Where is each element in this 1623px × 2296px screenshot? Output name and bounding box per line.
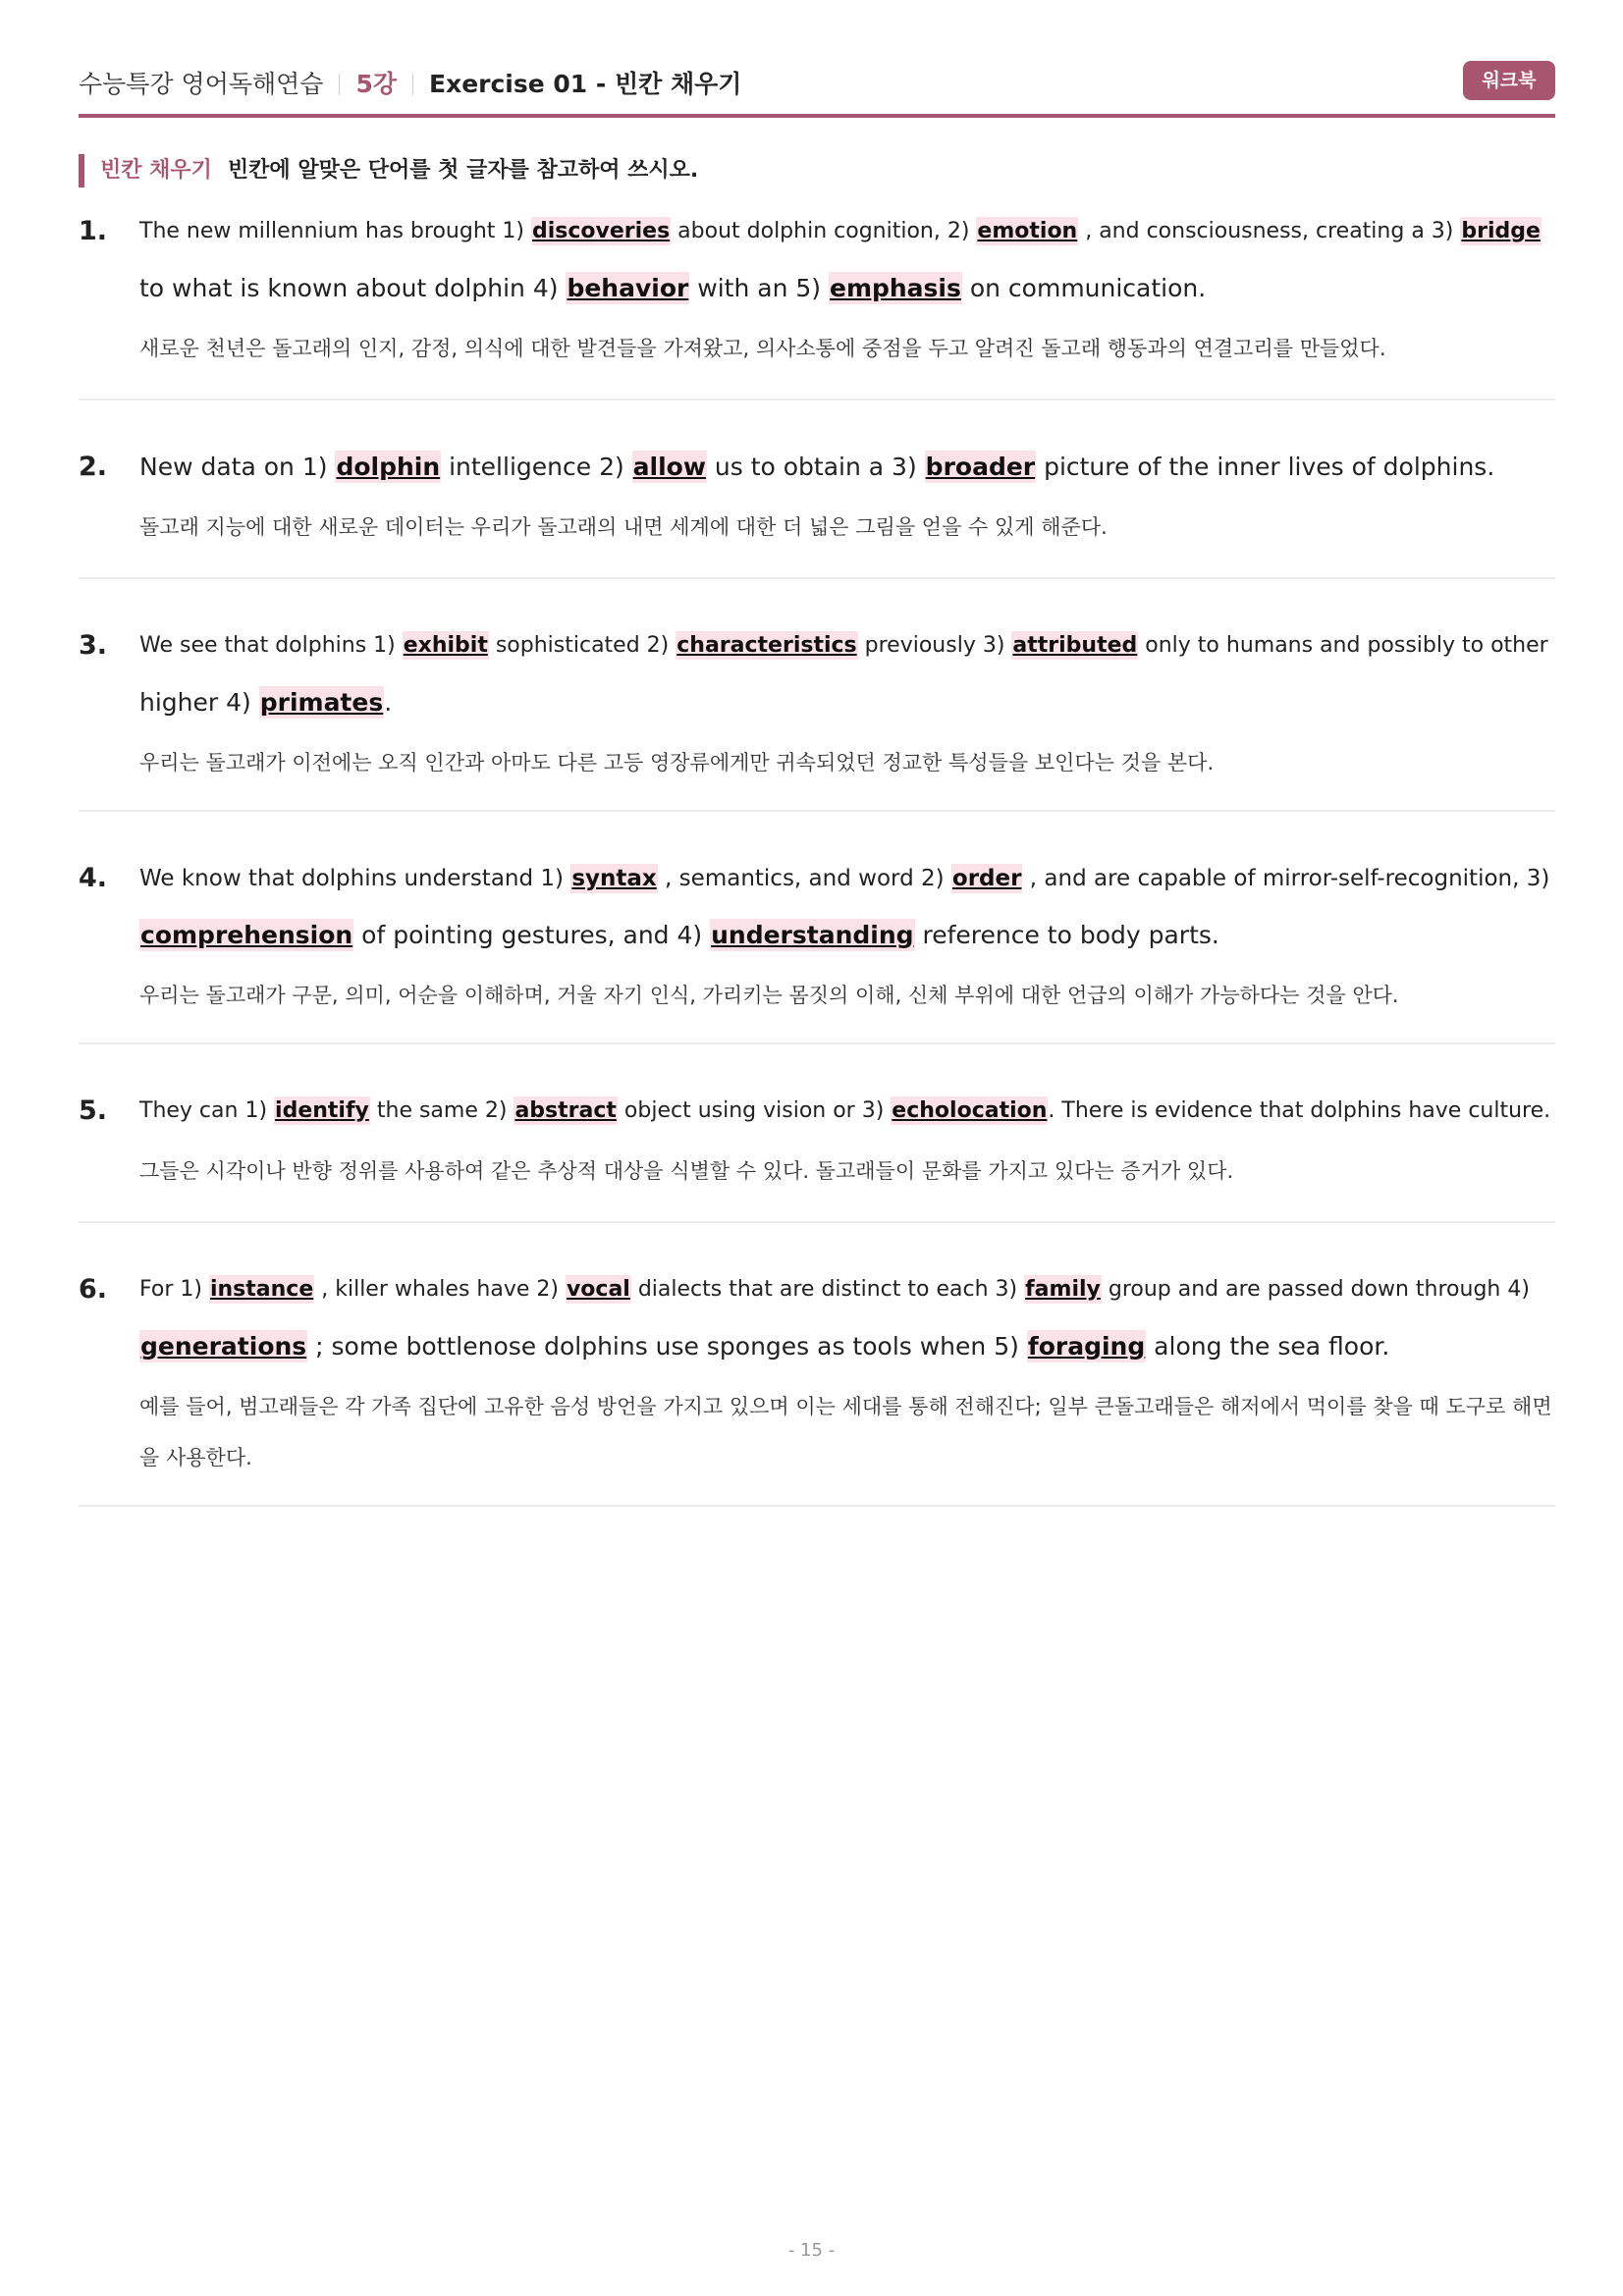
instruction-text: 빈칸에 알맞은 단어를 첫 글자를 참고하여 쓰시오. <box>227 158 699 183</box>
sentence-text: sophisticated 2) <box>488 633 676 658</box>
answer-blank[interactable]: vocal <box>566 1277 630 1302</box>
sentence-text: object using vision or 3) <box>617 1098 892 1123</box>
question-body <box>139 1261 1555 1483</box>
sentence-text: ; some bottlenose dolphins use sponges as tools when 5) <box>307 1332 1027 1361</box>
sentence-text: The new millennium has brought 1) <box>139 219 531 243</box>
question-number: 2. <box>79 452 108 482</box>
english-sentence-line <box>139 617 1555 674</box>
question-item-1 <box>79 203 1555 400</box>
header-breadcrumb <box>79 65 741 100</box>
korean-translation: 그들은 시각이나 반향 정위를 사용하여 같은 추상적 대상을 식별할 수 있다. 돌고래들이 문화를 가지고 있다는 증거가 있다. <box>139 1159 1234 1183</box>
book-title: 수능특강 영어독해연습 <box>79 70 324 98</box>
answer-blank[interactable]: family <box>1025 1277 1101 1302</box>
korean-translation: 새로운 천년은 돌고래의 인지, 감정, 의식에 대한 발견들을 가져왔고, 의사소통에 중점을 두고 알려진 돌고래 행동과의 연결고리를 만들었다. <box>139 337 1386 360</box>
sentence-text: We know that dolphins understand 1) <box>139 866 571 891</box>
page-header <box>79 61 1555 118</box>
sentence-text: higher 4) <box>139 688 259 717</box>
sentence-text: New data on 1) <box>139 453 336 481</box>
worksheet-page <box>79 0 1555 2296</box>
sentence-text: on communication. <box>961 274 1207 302</box>
sentence-text: . There is evidence that dolphins have culture. <box>1048 1098 1551 1123</box>
question-body <box>139 850 1555 1021</box>
sentence-text: , killer whales have 2) <box>314 1277 566 1302</box>
sentence-text: , and are capable of mirror-self-recognition, 3) <box>1022 866 1550 891</box>
sentence-text: reference to body parts. <box>914 921 1219 949</box>
question-item-3 <box>79 617 1555 812</box>
answer-blank[interactable]: foraging <box>1027 1332 1146 1361</box>
question-body <box>139 439 1555 553</box>
answer-blank[interactable]: echolocation <box>892 1098 1048 1123</box>
sentence-text: along the sea floor. <box>1146 1332 1390 1361</box>
workbook-badge: 워크북 <box>1463 61 1555 100</box>
sentence-text: . <box>384 688 393 717</box>
instruction-label: 빈칸 채우기 <box>100 158 212 183</box>
english-sentence-line <box>139 1083 1555 1140</box>
sentence-text: us to obtain a 3) <box>706 453 925 481</box>
question-number: 5. <box>79 1095 108 1126</box>
question-body <box>139 203 1555 374</box>
question-item-4 <box>79 850 1555 1044</box>
question-number: 4. <box>79 863 108 893</box>
header-divider <box>412 74 413 95</box>
english-sentence-line <box>139 850 1555 907</box>
answer-blank[interactable]: order <box>951 866 1022 891</box>
sentence-text: , and consciousness, creating a 3) <box>1078 219 1461 243</box>
answer-blank[interactable]: exhibit <box>403 633 488 658</box>
answer-blank[interactable]: primates <box>259 688 384 717</box>
korean-translation: 예를 들어, 범고래들은 각 가족 집단에 고유한 음성 방언을 가지고 있으며 이는 세대를 통해 전해진다; 일부 큰돌고래들은 해저에서 먹이를 찾을 때 도구로 해면을 사용한다. <box>139 1395 1552 1469</box>
sentence-text: previously 3) <box>857 633 1012 658</box>
english-sentence-line <box>139 1318 1555 1375</box>
korean-translation: 우리는 돌고래가 구문, 의미, 어순을 이해하며, 거울 자기 인식, 가리키는 몸짓의 이해, 신체 부위에 대한 언급의 이해가 가능하다는 것을 안다. <box>139 984 1399 1007</box>
answer-blank[interactable]: understanding <box>711 921 914 949</box>
answer-blank[interactable]: allow <box>632 453 706 481</box>
answer-blank[interactable]: broader <box>925 453 1036 481</box>
answer-blank[interactable]: characteristics <box>676 633 857 658</box>
sentence-text: They can 1) <box>139 1098 275 1123</box>
question-item-2 <box>79 439 1555 579</box>
korean-translation: 돌고래 지능에 대한 새로운 데이터는 우리가 돌고래의 내면 세계에 대한 더 넓은 그림을 얻을 수 있게 해준다. <box>139 515 1108 539</box>
english-sentence-line <box>139 1261 1555 1318</box>
exercise-title: Exercise 01 - 빈칸 채우기 <box>429 70 742 98</box>
sentence-text: only to humans and possibly to other <box>1138 633 1548 658</box>
sentence-text: to what is known about dolphin 4) <box>139 274 567 302</box>
question-item-6 <box>79 1261 1555 1507</box>
sentence-text: group and are passed down through 4) <box>1101 1277 1530 1302</box>
sentence-text: dialects that are distinct to each 3) <box>630 1277 1025 1302</box>
answer-blank[interactable]: dolphin <box>336 453 441 481</box>
answer-blank[interactable]: discoveries <box>531 219 671 243</box>
question-body <box>139 1083 1555 1197</box>
english-sentence-line <box>139 907 1555 964</box>
question-item-5 <box>79 1083 1555 1223</box>
answer-blank[interactable]: identify <box>275 1098 369 1123</box>
answer-blank[interactable]: attributed <box>1012 633 1138 658</box>
english-sentence-line <box>139 674 1555 731</box>
lesson-number: 5강 <box>355 70 397 98</box>
question-number: 3. <box>79 630 108 661</box>
instruction-bar <box>79 154 698 187</box>
sentence-text: about dolphin cognition, 2) <box>671 219 977 243</box>
answer-blank[interactable]: behavior <box>567 274 689 302</box>
answer-blank[interactable]: emotion <box>977 219 1078 243</box>
sentence-text: We see that dolphins 1) <box>139 633 403 658</box>
english-sentence-line <box>139 439 1555 496</box>
answer-blank[interactable]: abstract <box>514 1098 617 1123</box>
answer-blank[interactable]: comprehension <box>140 921 353 949</box>
sentence-text: the same 2) <box>369 1098 514 1123</box>
answer-blank[interactable]: bridge <box>1461 219 1541 243</box>
answer-blank[interactable]: generations <box>140 1332 307 1361</box>
sentence-text: , semantics, and word 2) <box>657 866 951 891</box>
sentence-text: picture of the inner lives of dolphins. <box>1036 453 1495 481</box>
sentence-text: of pointing gestures, and 4) <box>353 921 711 949</box>
question-number: 1. <box>79 216 108 246</box>
korean-translation: 우리는 돌고래가 이전에는 오직 인간과 아마도 다른 고등 영장류에게만 귀속되었던 정교한 특성들을 보인다는 것을 본다. <box>139 751 1215 774</box>
page-number: - 15 - <box>787 2240 836 2261</box>
sentence-text: with an 5) <box>689 274 829 302</box>
english-sentence-line <box>139 260 1555 317</box>
answer-blank[interactable]: emphasis <box>829 274 961 302</box>
sentence-text: intelligence 2) <box>441 453 632 481</box>
question-body <box>139 617 1555 788</box>
sentence-text: For 1) <box>139 1277 209 1302</box>
english-sentence-line <box>139 203 1555 260</box>
header-divider <box>339 74 340 95</box>
question-number: 6. <box>79 1274 108 1305</box>
answer-blank[interactable]: instance <box>209 1277 314 1302</box>
answer-blank[interactable]: syntax <box>571 866 657 891</box>
